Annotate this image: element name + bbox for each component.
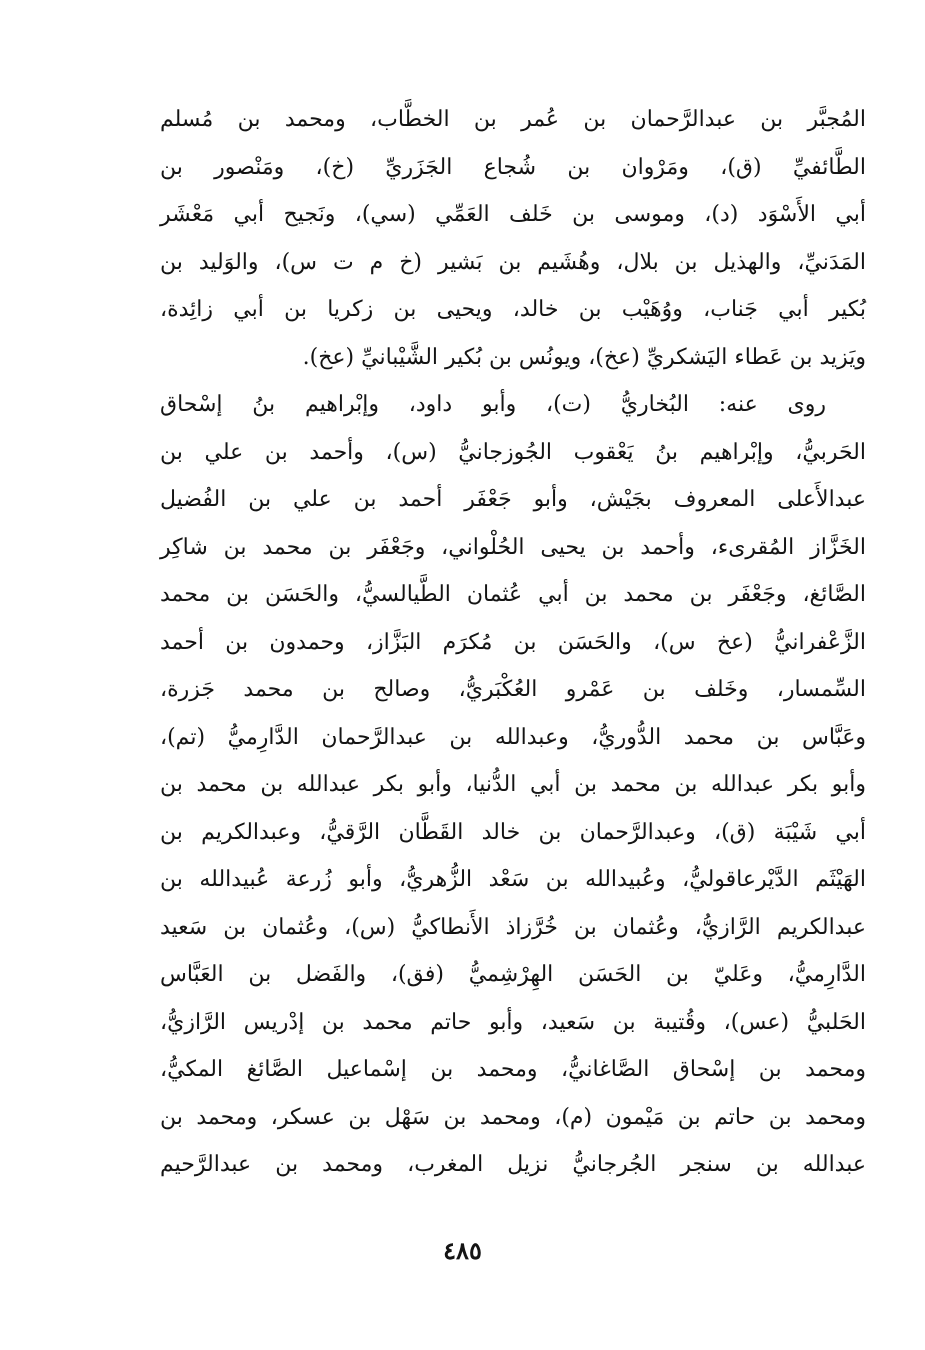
text-line: الحَلبيُّ (عس)، وقُتيبة بن سَعيد، وأبو حاتم محمد بن إدْريس الرَّازيُّ،	[160, 1009, 866, 1035]
text-line: ويَزيد بن عَطاء اليَشكريِّ (عخ)، ويونُس بن بُكير الشَّيْبانيِّ (عخ).	[302, 344, 866, 370]
text-line: الهَيْثَم الدَّيْرعاقوليُّ، وعُبيدالله بن سَعْد الزُّهريُّ، وأبو زُرعة عُبيدالله بن	[160, 867, 866, 892]
text-line: الزَّعْفرانيُّ (عخ س)، والحَسَن بن مُكرَم البَزَّاز، وحمدون بن أحمد	[160, 629, 866, 655]
text-line: وأبو بكر عبدالله بن محمد بن أبي الدُّنيا، وأبو بكر عبدالله بن محمد بن	[160, 772, 866, 797]
text-line: الدَّارِميُّ، وعَليّ بن الحَسَن الهِرْشِميُّ (فق)، والفَضل بن العَبَّاس	[160, 962, 866, 987]
page-number: ٤٨٥	[443, 1236, 482, 1265]
text-line: عبدالله بن سنجر الجُرجانيُّ نزيل المغرب، ومحمد بن عبدالرَّحيم	[160, 1152, 866, 1177]
text-line: أبي الأَسْوَد (د)، وموسى بن خَلف العَمِّي (سي)، ونَجيح أبي مَعْشَر	[160, 202, 866, 227]
text-line: المَدَنيِّ، والهذيل بن بلال، وهُشَيم بن بَشير (خ م ت س)، والوَليد بن	[160, 249, 866, 275]
text-line: الخَزَّاز المُقرىء، وأحمد بن يحيى الحُلْواني، وجَعْفَر بن محمد بن شاكِر	[160, 534, 866, 560]
text-line: عبدالأَعلى المعروف بجَيْش، وأبو جَعْفَر أحمد بن علي بن الفُضيل	[160, 487, 866, 512]
text-line: الصَّائغ، وجَعْفَر بن محمد بن أبي عُثمان الطَّيالسيُّ، والحَسَن بن محمد	[160, 582, 866, 607]
text-line: الطَّائفيِّ (ق)، ومَرْوان بن شُجاع الجَزَريِّ (خ)، ومَنْصور بن	[160, 154, 866, 180]
text-line: ومحمد بن إسْحاق الصَّاغانيُّ، ومحمد بن إسْماعيل الصَّائغ المكيُّ،	[160, 1057, 866, 1082]
text-line: الحَربيُّ، وإبْراهيم بنُ يَعْقوب الجُوزجانيُّ (س)، وأحمد بن علي بن	[160, 439, 866, 465]
text-line: وعَبَّاس بن محمد الدُّوريُّ، وعبدالله بن عبدالرَّحمان الدَّارِميُّ (تم)،	[160, 724, 866, 750]
text-line: المُجبَّر بن عبدالرَّحمان بن عُمر بن الخطَّاب، ومحمد بن مُسلم	[160, 107, 866, 132]
text-line: السِّمسار، وخَلف بن عَمْرو العُكْبَريُّ، وصالح بن محمد جَزرة،	[160, 677, 866, 702]
text-line: أبي شَيْبَة (ق)، وعبدالرَّحمان بن خالد القَطَّان الرَّقيُّ، وعبدالكريم بن	[160, 819, 866, 845]
body-text	[160, 96, 866, 1189]
text-line: بُكير أبي جَناب، ووُهَيْب بن خالد، ويحيى بن زكريا بن أبي زائِدة،	[160, 297, 866, 322]
text-line: عبدالكريم الرَّازيُّ، وعُثمان بن خُرَّزاذ الأَنطاكيُّ (س)، وعُثمان بن سَعيد	[160, 914, 866, 940]
text-line: روى عنه: البُخاريُّ (ت)، وأبو داود، وإبْراهيم بنُ إسْحاق	[160, 392, 826, 417]
text-line: ومحمد بن حاتم بن مَيْمون (م)، ومحمد بن سَهْل بن عسكر، ومحمد بن	[160, 1104, 866, 1130]
